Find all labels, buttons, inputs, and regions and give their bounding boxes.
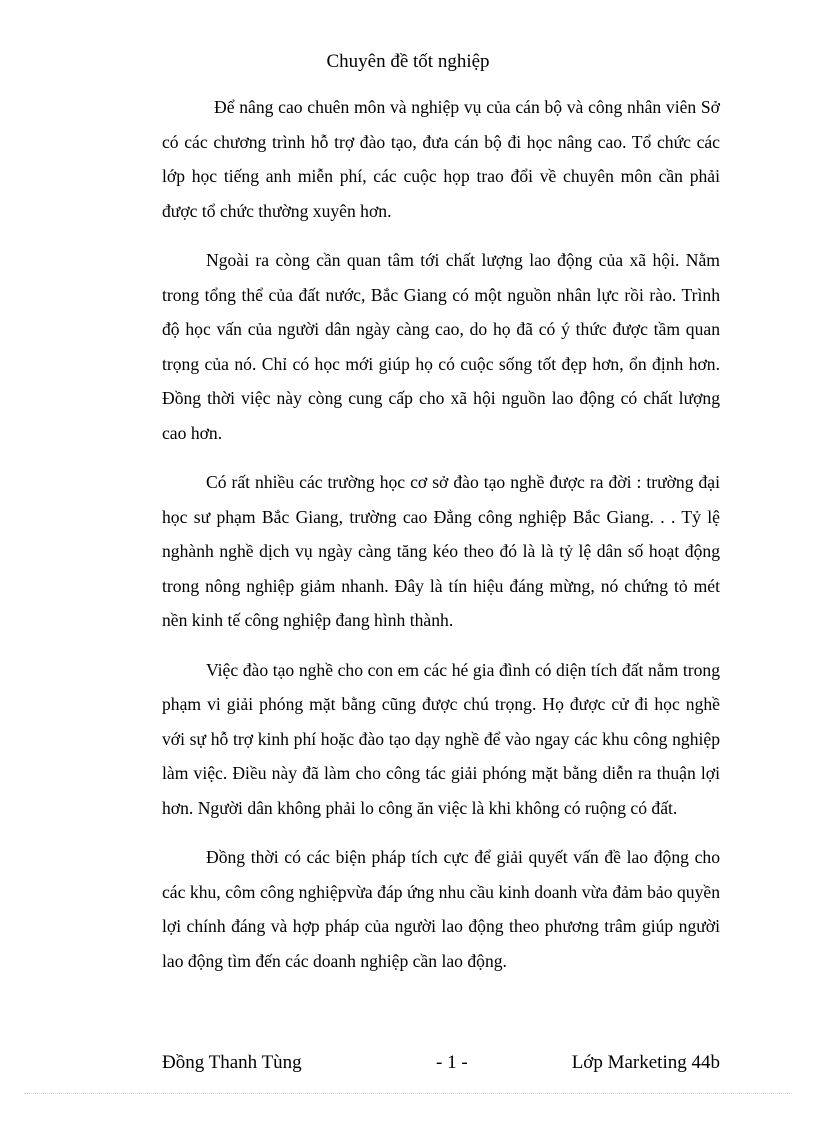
paragraph-1: Để nâng cao chuên môn và nghiệp vụ của cán bộ và công nhân viên Sở có các chương trình hỗ trợ đào tạo, đưa cán bộ đi học nâng cao. Tổ chức các lớp học tiếng anh miễn phí, các cuộc họp trao đổi về chuyên môn cần phải được tổ chức thường xuyên hơn. [162, 97, 720, 221]
paragraph-5: Đồng thời có các biện pháp tích cực để giải quyết vấn đề lao động cho các khu, côm công nghiệpvừa đáp ứng nhu cầu kinh doanh vừa đảm bảo quyền lợi chính đáng và hợp pháp của người lao động theo phương trâm giúp người lao động tìm đến các doanh nghiệp cần lao động. [162, 847, 720, 971]
paragraph-3: Có rất nhiều các trường học cơ sở đào tạo nghề được ra đời : trường đại học sư phạm Bắc Giang, trường cao Đẳng công nghiệp Bắc Giang. . . Tỷ lệ nghành nghề dịch vụ ngày càng tăng kéo theo đó là là tỷ lệ dân số hoạt động trong nông nghiệp giảm nhanh. Đây là tín hiệu đáng mừng, nó chứng tỏ mét nền kinh tế công nghiệp đang hình thành. [162, 472, 720, 630]
document-body [162, 90, 720, 993]
page-footer [162, 1048, 720, 1078]
page-header [0, 48, 816, 76]
page-break-divider [24, 1093, 792, 1094]
footer-class-name: Lớp Marketing 44b [571, 1052, 720, 1073]
paragraph-2: Ngoài ra còng cần quan tâm tới chất lượng lao động của xã hội. Nằm trong tổng thể của đất nước, Bắc Giang có một nguồn nhân lực rồi rào. Trình độ học vấn của người dân ngày càng cao, do họ đã có ý thức được tầm quan trọng của nó. Chỉ có học mới giúp họ có cuộc sống tốt đẹp hơn, ổn định hơn. Đồng thời việc này còng cung cấp cho xã hội nguồn lao động có chất lượng cao hơn. [162, 250, 720, 443]
footer-author: Đồng Thanh Tùng [162, 1052, 302, 1073]
footer-page-number: - 1 - [436, 1052, 468, 1073]
paragraph-4: Việc đào tạo nghề cho con em các hé gia đình có diện tích đất nằm trong phạm vi giải phóng mặt bằng cũng được chú trọng. Họ được cử đi học nghề với sự hỗ trợ kinh phí hoặc đào tạo dạy nghề để vào ngay các khu công nghiệp làm việc. Điều này đã làm cho công tác giải phóng mặt bằng diễn ra thuận lợi hơn. Người dân không phải lo công ăn việc là khi không có ruộng có đất. [162, 659, 720, 818]
document-title: Chuyên đề tốt nghiệp [326, 51, 490, 72]
